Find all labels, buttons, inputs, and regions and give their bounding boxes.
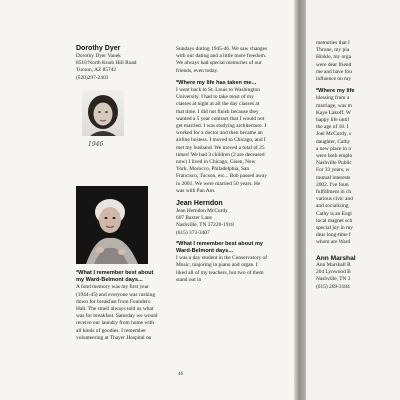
entry-dorothy-dyer [76,44,162,82]
address-line: Tucson, AZ 85742 [76,67,117,74]
text-line: memories that I [316,40,350,46]
question-heading: *Where my life has taken me... [176,79,257,86]
address-line: 204 Lynwood B [316,269,351,276]
text-line: happy life until [316,117,349,124]
question-heading: *What I remember best about my Ward-Belmont days... [176,240,264,255]
text-line: For 33 years, w [316,167,350,174]
memory-paragraph-continued: Sundays during 1945-46. We saw changes with our dating and a little more freedom. We always had special memories of our friends, even today. [176,46,268,74]
text-line: and socializing [316,203,349,210]
address-line: 8510 North Knob Hill Road [76,60,137,67]
entry-dorothy-memories [76,270,160,342]
text-line: were dear friend [316,61,352,68]
portrait-older-woman-icon [76,186,148,264]
text-line: 2002. I've foun [316,181,349,188]
text-line: me and have fou [316,68,352,75]
memory-paragraph: I was a day student in the Conservatory of Music, majoring in piano and organ. I liked all of my teachers, but two of them stand out in [176,255,268,283]
text-line: Cathy is an Engl [316,210,352,217]
portrait-photo-1946 [82,90,124,136]
alumna-name: Dorothy Dyer [76,45,121,52]
book-gutter [294,0,306,400]
address-line: Ann Marshall R [316,261,351,268]
portrait-photo-recent [76,186,148,264]
address-line: (615) 269-3184 [316,283,350,290]
text-line: Throne, my pia [316,47,350,54]
text-line: blessing from a [316,95,350,102]
page-number: 46 [178,371,184,377]
text-line: fulfillment in ch [316,189,352,196]
text-line: whom are Ward [316,239,351,246]
life-paragraph: I went back to St. Louis to Washington University. I had to take most of my classes at night at all the day classes at that time. I did not finish because they wanted a 5 year contract that I would not get married. I was studying architecture. I worked for a doctor and then became an airline hostess. I moved to Chicago, and I met my husband. We moved a total of 25 times! We had 3 children (2 are deceased now) I lived in Chicago, Gisen, New York, Morocco, Philadelphia, San Francisco, Tucson, etc... Bob passed away in 2001. We were married 50 years. He was with Pan Am. [176,87,268,194]
text-line: marriage, was m [316,102,352,109]
text-line: the age of 10. I [316,124,349,131]
portrait-young-woman-icon [82,90,124,136]
address-line: Jean Herndon McCurdy [176,208,228,215]
memory-paragraph: A fond memory was my first year (1944-45) and everyone was rushing down for breakfast from Founders Hall. The smell always told us what was for breakfast. Saturday we would receive our laundry from home with all kinds of goodies. I remember volunteering at Thayer Hospital on [76,284,158,341]
address-line: Nashville, TN 3 [316,276,351,283]
address-line: (520)297-2403 [76,74,109,81]
middle-column [176,46,268,284]
text-line: a new place in n [316,145,352,152]
text-line: special joy in my [316,225,353,232]
text-line: Nashville Public [316,160,352,167]
text-line: Hinkle, my orga [316,54,352,61]
question-heading: *Where my life [316,88,355,95]
right-page [306,0,400,400]
address-line: (615) 373-3407 [176,229,210,236]
text-line: daughter, Cathy [316,138,351,145]
question-heading: *What I remember best about my Ward-Belmont days... [76,270,154,284]
address-line: Nashville, TN 37220-1918 [176,222,234,229]
text-line: local magnet sch [316,217,353,224]
right-column [316,40,356,291]
alumna-name: Ann Marshal [316,254,356,262]
text-line: were both emplo [316,153,353,160]
text-line: various civic and [316,196,353,203]
text-line: dear long-time f [316,232,351,239]
address-line: 607 Baxter Lane [176,215,212,222]
text-line: Joel McCurdy, s [316,131,352,138]
text-line: Kaye Lakoff. W [316,109,351,116]
address-line: Dorothy Dyer Vanek [76,53,121,59]
alumna-name: Jean Herndon [176,200,223,208]
text-line: mutual interests [316,174,351,181]
photo-caption-year: 1946 [88,141,104,148]
text-line: influence on my [316,76,352,83]
